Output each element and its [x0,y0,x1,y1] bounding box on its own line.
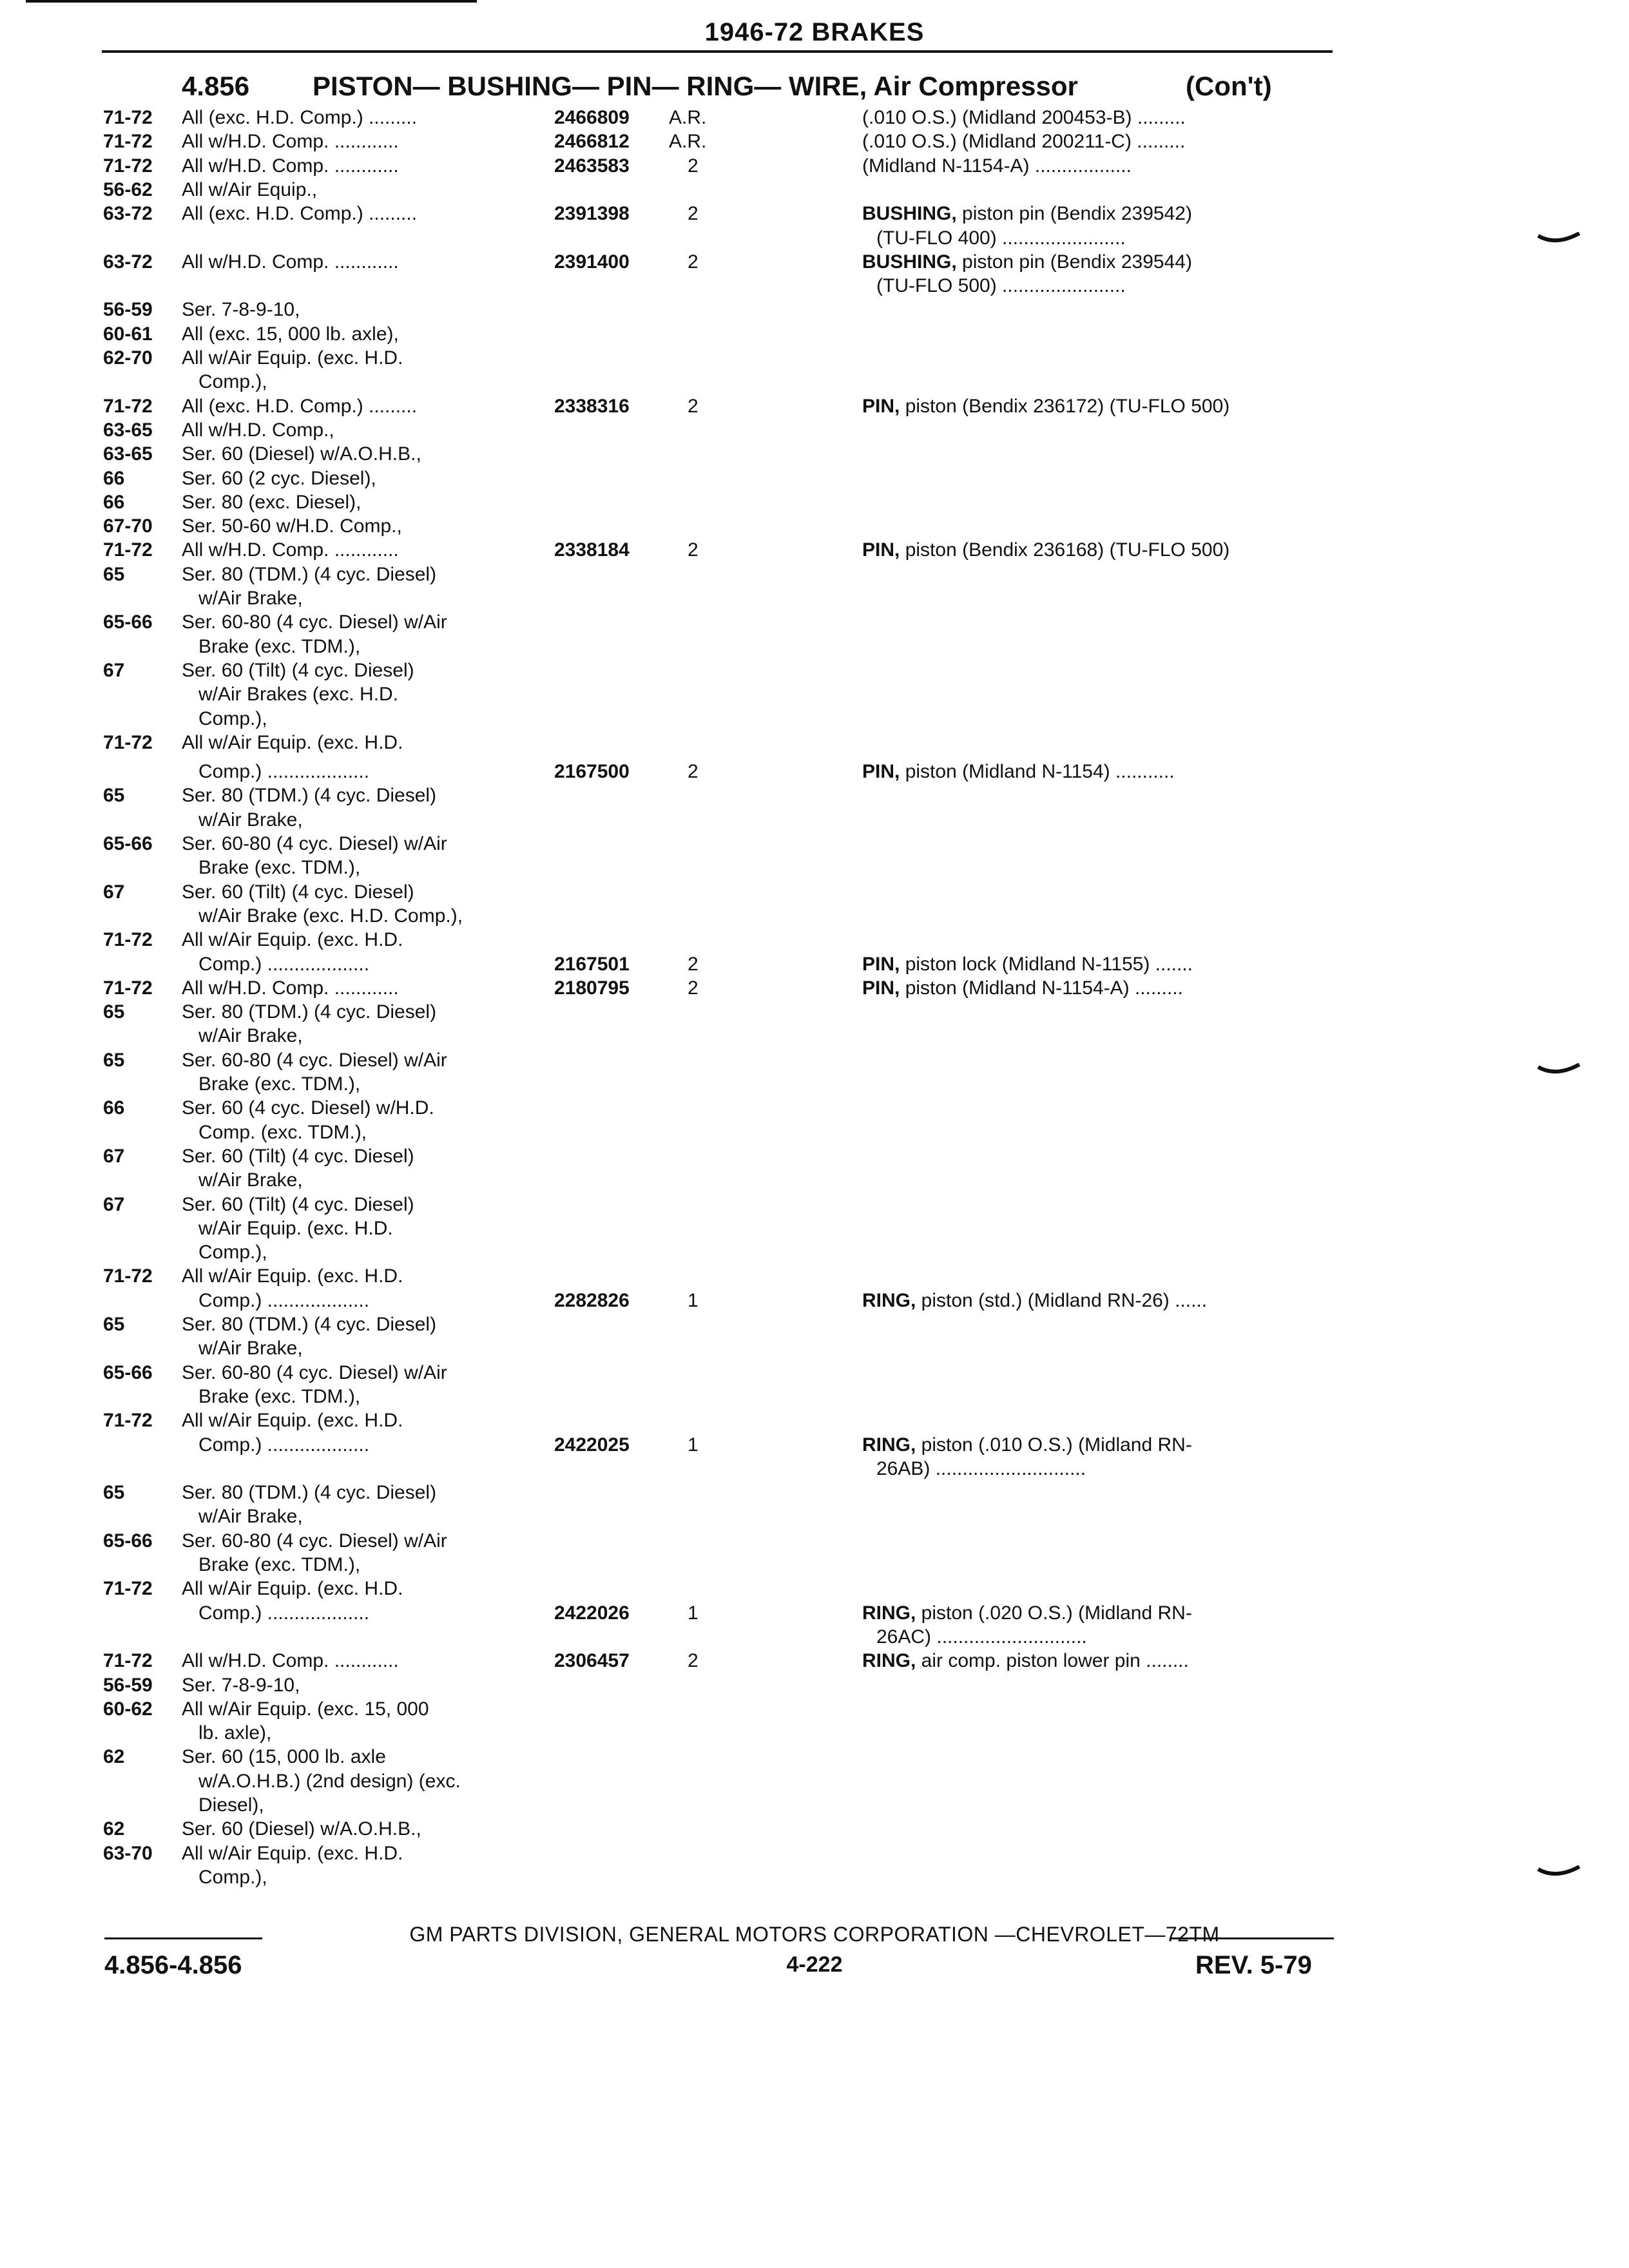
margin-mark-2 [1537,1063,1582,1079]
part-detail: piston pin (Bendix 239544) [956,251,1192,273]
application-description: w/Air Equip. (exc. H.D. [198,1217,393,1239]
application-description: Ser. 50-60 w/H.D. Comp., [182,515,402,537]
application-description: All (exc. 15, 000 lb. axle), [182,323,399,345]
year-range: 71-72 [103,155,153,177]
quantity: 2 [688,761,699,783]
year-range: 66 [103,491,125,513]
application-description: All w/H.D. Comp. ............ [182,977,399,999]
quantity: 2 [688,1650,699,1672]
section-number: 4.856 [182,71,250,101]
year-range: 56-59 [103,299,153,321]
year-range: 62 [103,1746,125,1768]
application-description: w/Air Brake, [198,1169,303,1191]
application-description: Brake (exc. TDM.), [198,1385,361,1407]
year-range: 67 [103,659,125,681]
application-description: Comp. (exc. TDM.), [198,1121,367,1143]
year-range: 65-66 [103,1530,153,1552]
part-name: RING, [862,1289,916,1311]
application-description: Ser. 60 (Tilt) (4 cyc. Diesel) [182,659,414,681]
year-range: 63-65 [103,419,153,441]
application-description: All w/H.D. Comp. ............ [182,251,399,273]
year-range: 71-72 [103,977,153,999]
application-description: Ser. 7-8-9-10, [182,299,300,321]
application-description: All (exc. H.D. Comp.) ......... [182,107,418,128]
year-range: 65-66 [103,1361,153,1383]
quantity: 2 [688,395,699,417]
year-range: 65 [103,785,125,807]
quantity: 1 [688,1289,699,1311]
application-description: w/Air Brakes (exc. H.D. [198,684,399,706]
application-description: Comp.) ................... [198,1289,370,1311]
part-detail: piston (.020 O.S.) (Midland RN- [916,1602,1192,1624]
year-range: 65 [103,563,125,585]
header-rule [102,50,1333,53]
year-range: 63-70 [103,1842,153,1864]
year-range: 62-70 [103,347,153,369]
part-description [862,1601,1192,1625]
year-range: 60-62 [103,1698,153,1720]
year-range: 71-72 [103,107,153,128]
part-detail: 26AC) ............................ [876,1626,1087,1648]
application-description: Ser. 7-8-9-10, [182,1674,300,1696]
application-description: Ser. 80 (TDM.) (4 cyc. Diesel) [182,563,437,585]
year-range: 65 [103,1482,125,1504]
section-name: PISTON— BUSHING— PIN— RING— WIRE, Air Compressor [313,71,1078,101]
part-description [862,154,1132,178]
part-detail: 26AB) ............................ [876,1457,1086,1479]
part-detail: piston pin (Bendix 239542) [956,203,1192,225]
quantity: 2 [688,539,699,561]
part-description [862,976,1183,1000]
application-description: All w/H.D. Comp. ............ [182,539,399,561]
part-name: RING, [862,1602,916,1624]
part-detail: (TU-FLO 500) ....................... [876,275,1126,297]
application-description: Comp.) ................... [198,1434,370,1456]
year-range: 63-65 [103,443,153,465]
application-description: Ser. 60 (Tilt) (4 cyc. Diesel) [182,1145,414,1167]
application-description: w/A.O.H.B.) (2nd design) (exc. [198,1770,461,1792]
margin-mark-3 [1537,1865,1582,1881]
application-description: Brake (exc. TDM.), [198,1073,361,1095]
part-number: 2391400 [554,251,630,273]
application-description: Ser. 60-80 (4 cyc. Diesel) w/Air [182,1361,447,1383]
application-description: Ser. 60 (15, 000 lb. axle [182,1746,386,1768]
footer-page-number: 4-222 [786,1952,843,1977]
year-range: 66 [103,467,125,489]
part-description [862,1649,1189,1673]
quantity: 2 [688,203,699,225]
part-number: 2167500 [554,761,630,783]
application-description: w/Air Brake, [198,1338,303,1360]
footer-section-range: 4.856-4.856 [104,1951,242,1979]
application-description: Ser. 60-80 (4 cyc. Diesel) w/Air [182,1049,447,1071]
part-description [862,250,1192,274]
year-range: 67 [103,1193,125,1215]
part-description [876,274,1126,298]
application-description: All (exc. H.D. Comp.) ......... [182,395,418,417]
year-range: 56-59 [103,1674,153,1696]
year-range: 65 [103,1049,125,1071]
year-range: 66 [103,1097,125,1119]
year-range: 71-72 [103,1265,153,1287]
year-range: 65-66 [103,611,153,633]
application-description: Comp.), [198,707,267,729]
part-name: BUSHING, [862,203,957,225]
application-description: Comp.), [198,371,267,393]
year-range: 65 [103,1001,125,1023]
year-range: 63-72 [103,251,153,273]
application-description: All w/Air Equip. (exc. H.D. [182,731,403,753]
application-description: All (exc. H.D. Comp.) ......... [182,203,418,225]
application-description: Ser. 60 (Diesel) w/A.O.H.B., [182,1818,421,1840]
year-range: 63-72 [103,203,153,225]
part-description [862,1433,1192,1457]
quantity: 2 [688,977,699,999]
part-detail: piston (Bendix 236168) (TU-FLO 500) [900,539,1230,561]
quantity: 2 [688,155,699,177]
part-detail: piston (std.) (Midland RN-26) ...... [916,1289,1208,1311]
part-description [862,952,1193,976]
footer-organization: GM PARTS DIVISION, GENERAL MOTORS CORPORATION —CHEVROLET—72TM [409,1923,1220,1946]
part-name: PIN, [862,539,900,561]
year-range: 65 [103,1314,125,1335]
application-description: w/Air Brake, [198,588,303,609]
year-range: 71-72 [103,731,153,753]
application-description: All w/Air Equip. (exc. H.D. [182,1265,403,1287]
year-range: 67 [103,1145,125,1167]
application-description: Comp.), [198,1866,267,1888]
part-description [876,226,1126,250]
section-continued: (Con't) [1186,71,1272,101]
application-description: Ser. 60-80 (4 cyc. Diesel) w/Air [182,1530,447,1552]
quantity: A.R. [669,131,707,153]
part-detail: air comp. piston lower pin ........ [916,1650,1189,1672]
year-range: 65-66 [103,833,153,854]
part-number: 2466809 [554,107,630,128]
year-range: 71-72 [103,131,153,153]
part-name: PIN, [862,761,900,783]
application-description: Ser. 80 (TDM.) (4 cyc. Diesel) [182,1001,437,1023]
top-edge-line [26,0,477,3]
application-description: Ser. 60-80 (4 cyc. Diesel) w/Air [182,833,447,854]
part-description [862,760,1175,783]
part-description [876,1457,1086,1481]
year-range: 60-61 [103,323,153,345]
application-description: Ser. 60 (Tilt) (4 cyc. Diesel) [182,1193,414,1215]
application-description: Ser. 80 (exc. Diesel), [182,491,361,513]
application-description: Brake (exc. TDM.), [198,857,361,879]
application-description: All w/Air Equip., [182,178,318,200]
part-description [862,1289,1207,1312]
part-detail: piston (Midland N-1154-A) ......... [900,977,1183,999]
year-range: 56-62 [103,178,153,200]
application-description: Ser. 80 (TDM.) (4 cyc. Diesel) [182,1482,437,1504]
part-detail: piston lock (Midland N-1155) ....... [900,953,1193,975]
year-range: 71-72 [103,929,153,951]
application-description: Diesel), [198,1794,264,1816]
application-description: w/Air Brake, [198,809,303,831]
part-number: 2463583 [554,155,630,177]
year-range: 67-70 [103,515,153,537]
quantity: 2 [688,251,699,273]
year-range: 71-72 [103,1650,153,1672]
year-range: 71-72 [103,539,153,561]
application-description: All w/Air Equip. (exc. H.D. [182,347,403,369]
part-detail: (Midland N-1154-A) .................. [862,155,1132,177]
application-description: All w/H.D. Comp. ............ [182,1650,399,1672]
application-description: Ser. 60 (2 cyc. Diesel), [182,467,376,489]
application-description: Ser. 60 (Tilt) (4 cyc. Diesel) [182,881,414,903]
part-description [876,1625,1087,1649]
application-description: Ser. 60 (4 cyc. Diesel) w/H.D. [182,1097,434,1119]
application-description: Comp.) ................... [198,761,370,783]
part-number: 2180795 [554,977,630,999]
application-description: Ser. 60 (Diesel) w/A.O.H.B., [182,443,421,465]
quantity: 1 [688,1434,699,1456]
year-range: 71-72 [103,1410,153,1432]
application-description: Comp.) ................... [198,953,370,975]
application-description: w/Air Brake, [198,1025,303,1047]
part-number: 2167501 [554,953,630,975]
footer-revision: REV. 5-79 [1195,1951,1312,1979]
part-detail: piston (Midland N-1154) ........... [900,761,1175,783]
part-number: 2422026 [554,1602,630,1624]
part-number: 2466812 [554,131,630,153]
application-description: Comp.), [198,1242,267,1264]
application-description: w/Air Brake, [198,1506,303,1528]
part-name: RING, [862,1434,916,1456]
part-name: BUSHING, [862,251,957,273]
part-number: 2306457 [554,1650,630,1672]
application-description: Brake (exc. TDM.), [198,1554,361,1575]
part-description [862,106,1186,130]
page-header-title: 1946-72 BRAKES [704,18,925,46]
part-number: 2338316 [554,395,630,417]
application-description: All w/Air Equip. (exc. 15, 000 [182,1698,429,1720]
part-name: RING, [862,1650,916,1672]
part-name: PIN, [862,953,900,975]
part-name: PIN, [862,395,900,417]
application-description: All w/Air Equip. (exc. H.D. [182,1842,403,1864]
application-description: All w/Air Equip. (exc. H.D. [182,1578,403,1600]
part-number: 2391398 [554,203,630,225]
part-detail: piston (.010 O.S.) (Midland RN- [916,1434,1192,1456]
part-detail: (TU-FLO 400) ....................... [876,227,1126,249]
year-range: 71-72 [103,1578,153,1600]
quantity: 1 [688,1602,699,1624]
application-description: lb. axle), [198,1722,272,1744]
application-description: Ser. 60-80 (4 cyc. Diesel) w/Air [182,611,447,633]
application-description: Ser. 80 (TDM.) (4 cyc. Diesel) [182,1314,437,1335]
part-description [862,130,1185,153]
year-range: 62 [103,1818,125,1840]
application-description: w/Air Brake (exc. H.D. Comp.), [198,905,463,927]
quantity: A.R. [669,107,707,128]
application-description: All w/Air Equip. (exc. H.D. [182,1410,403,1432]
margin-mark-1 [1537,232,1582,247]
part-detail: (.010 O.S.) (Midland 200453-B) ......... [862,107,1186,128]
application-description: All w/Air Equip. (exc. H.D. [182,929,403,951]
application-description: Brake (exc. TDM.), [198,635,361,657]
part-number: 2422025 [554,1434,630,1456]
part-description [862,538,1229,562]
part-number: 2282826 [554,1289,630,1311]
application-description: Ser. 80 (TDM.) (4 cyc. Diesel) [182,785,437,807]
application-description: Comp.) ................... [198,1602,370,1624]
part-name: PIN, [862,977,900,999]
part-detail: (.010 O.S.) (Midland 200211-C) ......... [862,131,1186,153]
part-number: 2338184 [554,539,630,561]
part-description [862,394,1229,418]
application-description: All w/H.D. Comp. ............ [182,155,399,177]
part-detail: piston (Bendix 236172) (TU-FLO 500) [900,395,1230,417]
quantity: 2 [688,953,699,975]
application-description: All w/H.D. Comp. ............ [182,131,399,153]
year-range: 71-72 [103,395,153,417]
year-range: 67 [103,881,125,903]
part-description [862,202,1192,226]
application-description: All w/H.D. Comp., [182,419,334,441]
